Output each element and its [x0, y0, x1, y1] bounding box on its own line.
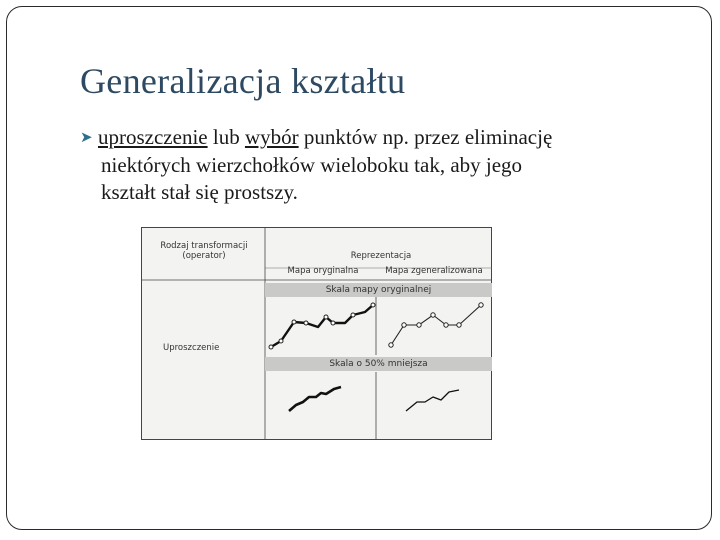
bullet-line-2: niektórych wierzchołków wieloboku tak, aby jego [101, 153, 523, 177]
original-line-small [289, 387, 341, 411]
slide-title: Generalizacja kształtu [80, 61, 406, 101]
header-representation: Reprezentacja [350, 251, 412, 261]
term-simplification: uproszczenie [98, 125, 208, 149]
col-generalized-map: Mapa zgeneralizowana [385, 266, 483, 276]
row-simplification: Uproszczenie [163, 343, 220, 353]
bullet-line-3: kształt stał się prostszy. [101, 180, 298, 204]
generalization-figure [141, 227, 492, 440]
col-original-map: Mapa oryginalna [287, 266, 359, 276]
band-reduced-scale: Skala o 50% mniejsza [265, 357, 492, 371]
bullet-connector: lub [207, 125, 245, 149]
original-line-large [271, 305, 373, 347]
generalized-line-small [406, 390, 459, 411]
term-selection: wybór [244, 125, 299, 149]
bullet-rest: punktów np. przez eliminację [298, 125, 553, 149]
bullet-line-1 [80, 124, 680, 152]
band-original-scale: Skala mapy oryginalnej [265, 283, 492, 297]
arrow-bullet-icon: ➤ [80, 130, 93, 146]
header-operator: Rodzaj transformacji (operator) [160, 241, 248, 261]
bullet-paragraph [80, 124, 680, 206]
